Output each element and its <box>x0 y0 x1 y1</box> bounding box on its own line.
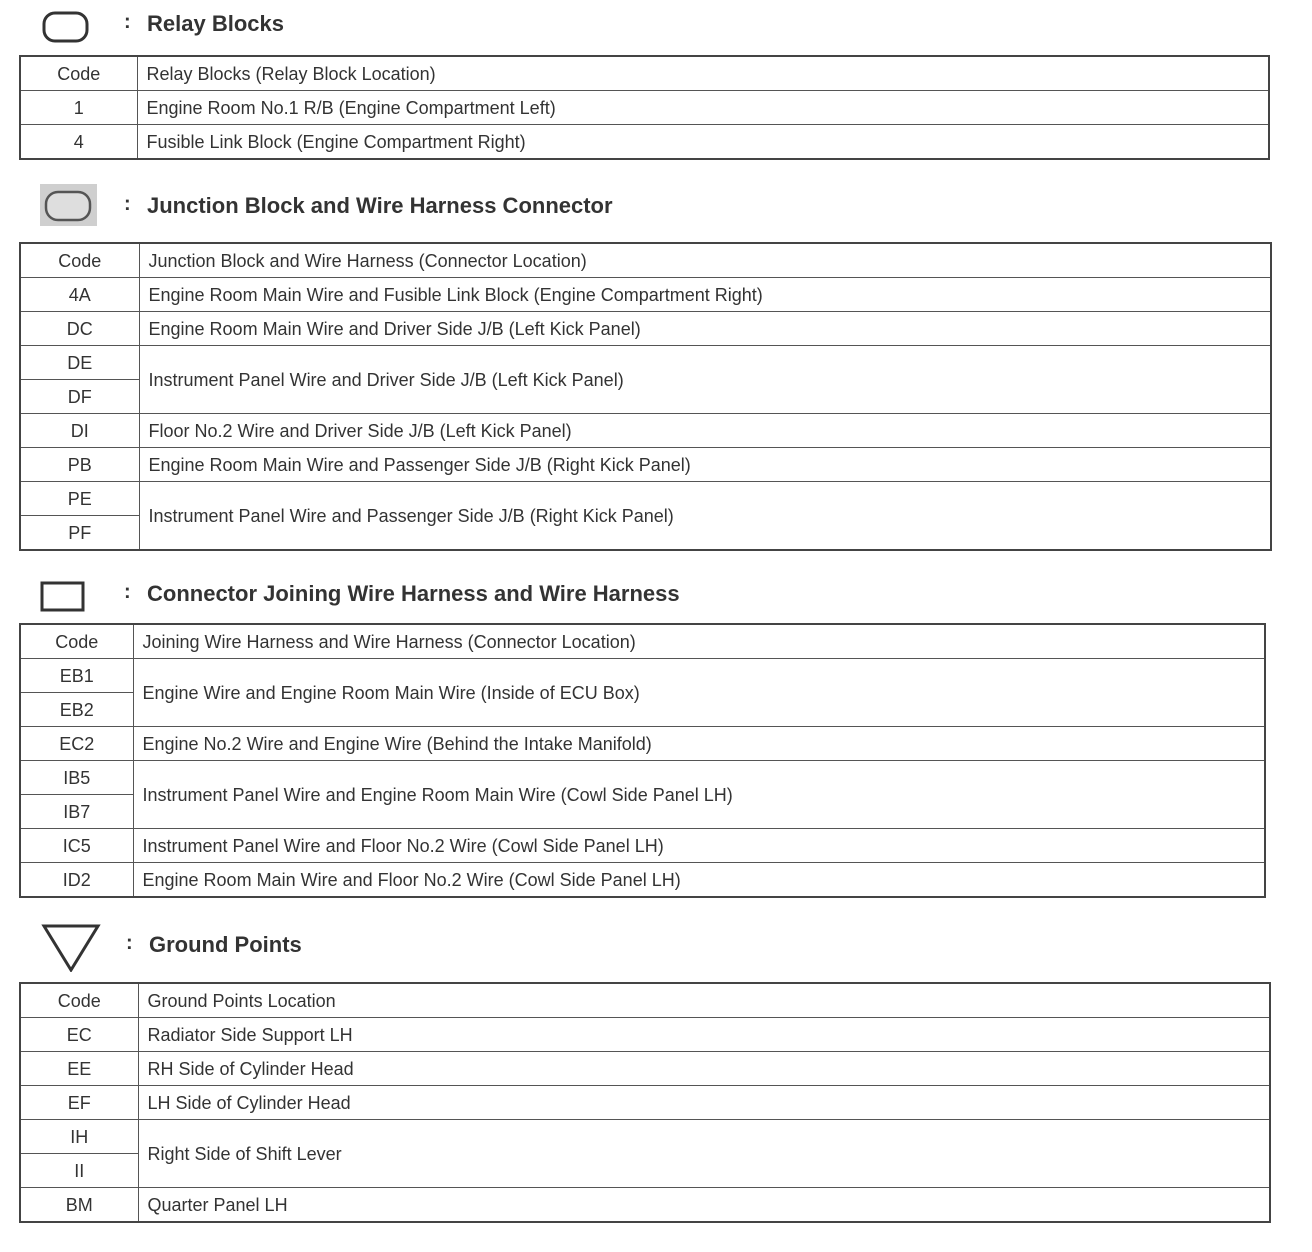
junction-block-table <box>19 242 1272 551</box>
code-cell: 1 <box>20 91 137 125</box>
section-header-relay-blocks <box>0 4 600 44</box>
table-row <box>20 482 1271 516</box>
header-colon: : <box>124 11 131 33</box>
header-colon: : <box>124 193 131 215</box>
table-row <box>20 278 1271 312</box>
section-header-junction-block <box>0 186 800 226</box>
code-cell: EB1 <box>20 659 133 693</box>
code-cell: DC <box>20 312 139 346</box>
table-row <box>20 863 1265 898</box>
location-cell: RH Side of Cylinder Head <box>138 1052 1270 1086</box>
code-cell: 4 <box>20 125 137 160</box>
header-colon: : <box>124 581 131 603</box>
code-cell: ID2 <box>20 863 133 898</box>
ground-point-symbol-icon <box>0 922 110 972</box>
code-header: Code <box>20 624 133 659</box>
location-cell: Engine Wire and Engine Room Main Wire (Inside of ECU Box) <box>133 659 1265 727</box>
table-row <box>20 346 1271 380</box>
code-header: Code <box>20 243 139 278</box>
code-cell: EE <box>20 1052 138 1086</box>
location-cell: Engine Room Main Wire and Driver Side J/B (Left Kick Panel) <box>139 312 1271 346</box>
table-row <box>20 91 1269 125</box>
location-cell: Radiator Side Support LH <box>138 1018 1270 1052</box>
code-cell: EB2 <box>20 693 133 727</box>
code-cell: EC2 <box>20 727 133 761</box>
location-header: Relay Blocks (Relay Block Location) <box>137 56 1269 91</box>
location-cell: Fusible Link Block (Engine Compartment Right) <box>137 125 1269 160</box>
table-row <box>20 1188 1270 1223</box>
table-row <box>20 727 1265 761</box>
code-cell: IC5 <box>20 829 133 863</box>
code-cell: IB5 <box>20 761 133 795</box>
table-header-row <box>20 983 1270 1018</box>
location-cell: Engine Room Main Wire and Passenger Side J/B (Right Kick Panel) <box>139 448 1271 482</box>
location-cell: Quarter Panel LH <box>138 1188 1270 1223</box>
code-header: Code <box>20 983 138 1018</box>
table-row <box>20 1086 1270 1120</box>
table-row <box>20 312 1271 346</box>
code-cell: DF <box>20 380 139 414</box>
code-cell: PB <box>20 448 139 482</box>
code-cell: EF <box>20 1086 138 1120</box>
connector-table <box>19 623 1266 898</box>
header-colon: : <box>126 932 133 954</box>
code-cell: IH <box>20 1120 138 1154</box>
code-header: Code <box>20 56 137 91</box>
table-row <box>20 1052 1270 1086</box>
code-cell: DI <box>20 414 139 448</box>
code-cell: EC <box>20 1018 138 1052</box>
code-cell: PF <box>20 516 139 551</box>
code-cell: DE <box>20 346 139 380</box>
table-row <box>20 1018 1270 1052</box>
table-header-row <box>20 56 1269 91</box>
table-row <box>20 829 1265 863</box>
section-title-relay-blocks: Relay Blocks <box>147 11 284 36</box>
code-cell: PE <box>20 482 139 516</box>
section-header-connector <box>0 574 800 614</box>
section-title-connector: Connector Joining Wire Harness and Wire Harness <box>147 581 680 606</box>
code-cell: II <box>20 1154 138 1188</box>
table-row <box>20 659 1265 693</box>
location-cell: Right Side of Shift Lever <box>138 1120 1270 1188</box>
location-header: Joining Wire Harness and Wire Harness (Connector Location) <box>133 624 1265 659</box>
relay-block-symbol-icon <box>0 4 110 44</box>
table-row <box>20 1120 1270 1154</box>
location-cell: Instrument Panel Wire and Driver Side J/B (Left Kick Panel) <box>139 346 1271 414</box>
junction-block-symbol-icon <box>0 182 110 226</box>
relay-blocks-table <box>19 55 1270 160</box>
table-row <box>20 414 1271 448</box>
location-cell: Engine Room No.1 R/B (Engine Compartment Left) <box>137 91 1269 125</box>
location-cell: Instrument Panel Wire and Passenger Side J/B (Right Kick Panel) <box>139 482 1271 551</box>
section-header-ground-points <box>0 924 600 964</box>
location-cell: LH Side of Cylinder Head <box>138 1086 1270 1120</box>
location-cell: Floor No.2 Wire and Driver Side J/B (Left Kick Panel) <box>139 414 1271 448</box>
table-header-row <box>20 243 1271 278</box>
location-header: Ground Points Location <box>138 983 1270 1018</box>
code-cell: IB7 <box>20 795 133 829</box>
table-row <box>20 125 1269 160</box>
location-cell: Instrument Panel Wire and Floor No.2 Wire (Cowl Side Panel LH) <box>133 829 1265 863</box>
location-cell: Engine No.2 Wire and Engine Wire (Behind the Intake Manifold) <box>133 727 1265 761</box>
section-title-ground-points: Ground Points <box>149 932 302 957</box>
location-cell: Engine Room Main Wire and Floor No.2 Wire (Cowl Side Panel LH) <box>133 863 1265 898</box>
ground-points-table <box>19 982 1271 1223</box>
location-cell: Engine Room Main Wire and Fusible Link Block (Engine Compartment Right) <box>139 278 1271 312</box>
code-cell: BM <box>20 1188 138 1223</box>
code-cell: 4A <box>20 278 139 312</box>
connector-symbol-icon <box>0 574 110 618</box>
section-title-junction-block: Junction Block and Wire Harness Connector <box>147 193 613 218</box>
table-header-row <box>20 624 1265 659</box>
location-header: Junction Block and Wire Harness (Connector Location) <box>139 243 1271 278</box>
table-row <box>20 448 1271 482</box>
location-cell: Instrument Panel Wire and Engine Room Main Wire (Cowl Side Panel LH) <box>133 761 1265 829</box>
table-row <box>20 761 1265 795</box>
